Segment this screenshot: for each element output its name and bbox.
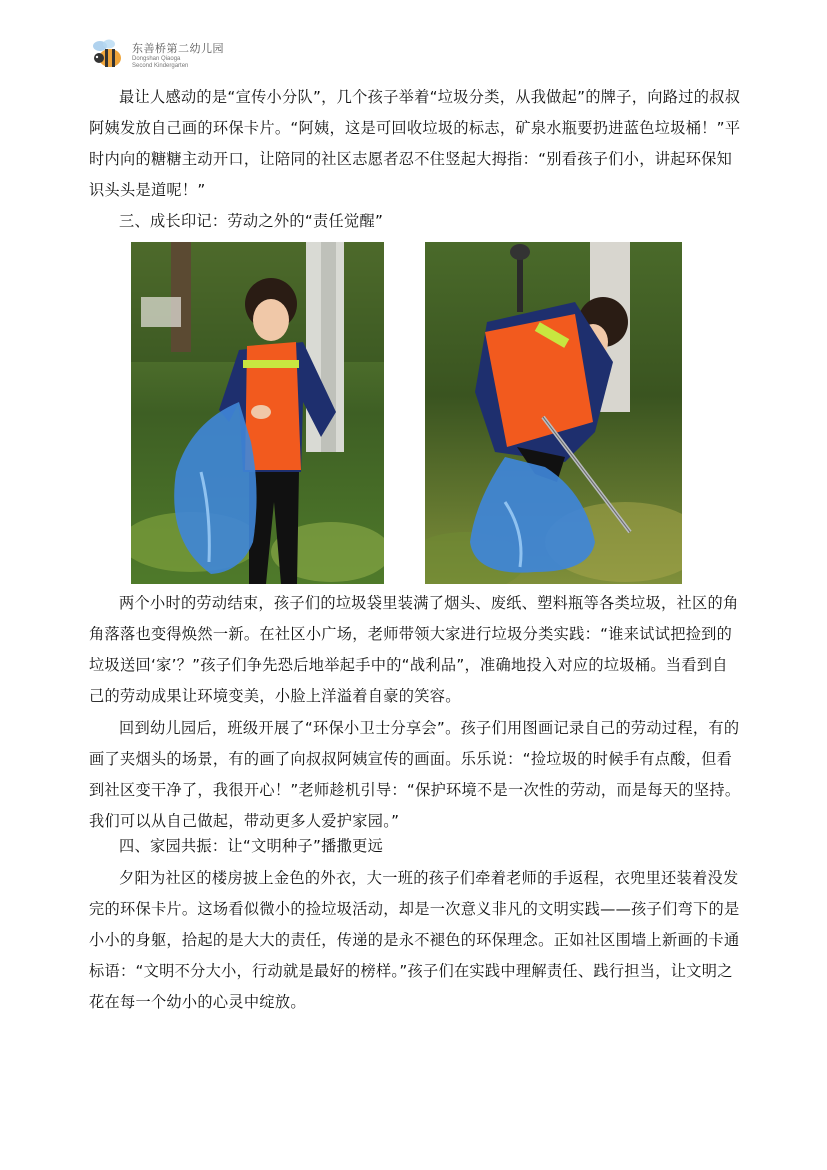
photo-girl-holding-bag (131, 242, 384, 584)
logo-chinese-name: 东善桥第二幼儿园 (132, 42, 224, 55)
paragraph-sharing-session: 回到幼儿园后，班级开展了“环保小卫士分享会”。孩子们用图画记录自己的劳动过程，有的画了夹烟头的场景，有的画了向叔叔阿姨宣传的画面。乐乐说：“捡垃圾的时候手有点酸，但看到社区变干净了，我很开心！”老师趁机引导：“保护环境不是一次性的劳动，而是每天的坚持。我们可以从自己做起，带动更多人爱护家园。” (89, 719, 741, 830)
logo-english-name: Dongshan Qiaoga Second Kindergarten (132, 56, 189, 69)
paragraph-labor-results: 两个小时的劳动结束，孩子们的垃圾袋里装满了烟头、废纸、塑料瓶等各类垃圾，社区的角角落落也变得焕然一新。在社区小广场，老师带领大家进行垃圾分类实践：“谁来试试把捡到的垃圾送回‘家’？”孩子们争先恐后地举起手中的“战利品”，准确地投入对应的垃圾桶。当看到自己的劳动成果让环境变美，小脸上洋溢着自豪的笑容。 (89, 594, 739, 705)
section-heading-4: 四、家园共振：让“文明种子”播撒更远 (119, 837, 384, 855)
photo-girl-with-grabber (425, 242, 682, 584)
paragraph-propaganda-team: 最让人感动的是“宣传小分队”，几个孩子举着“垃圾分类，从我做起”的牌子，向路过的叔叔阿姨发放自己画的环保卡片。“阿姨，这是可回收垃圾的标志，矿泉水瓶要扔进蓝色垃圾桶！”平时内向的糖糖主动开口，让陪同的社区志愿者忍不住竖起大拇指：“别看孩子们小，讲起环保知识头头是道呢！” (89, 88, 741, 199)
paragraph-conclusion: 夕阳为社区的楼房披上金色的外衣，大一班的孩子们牵着老师的手返程，衣兜里还装着没发完的环保卡片。这场看似微小的捡垃圾活动，却是一次意义非凡的文明实践——孩子们弯下的是小小的身躯，拾起的是大大的责任，传递的是永不褪色的环保理念。正如社区围墙上新画的卡通标语：“文明不分大小，行动就是最好的榜样。”孩子们在实践中理解责任、践行担当，让文明之花在每一个幼小的心灵中绽放。 (89, 869, 740, 1011)
kindergarten-logo (90, 36, 230, 72)
section-heading-3: 三、成长印记：劳动之外的“责任觉醒” (119, 212, 384, 230)
bee-logo-icon (90, 36, 130, 72)
